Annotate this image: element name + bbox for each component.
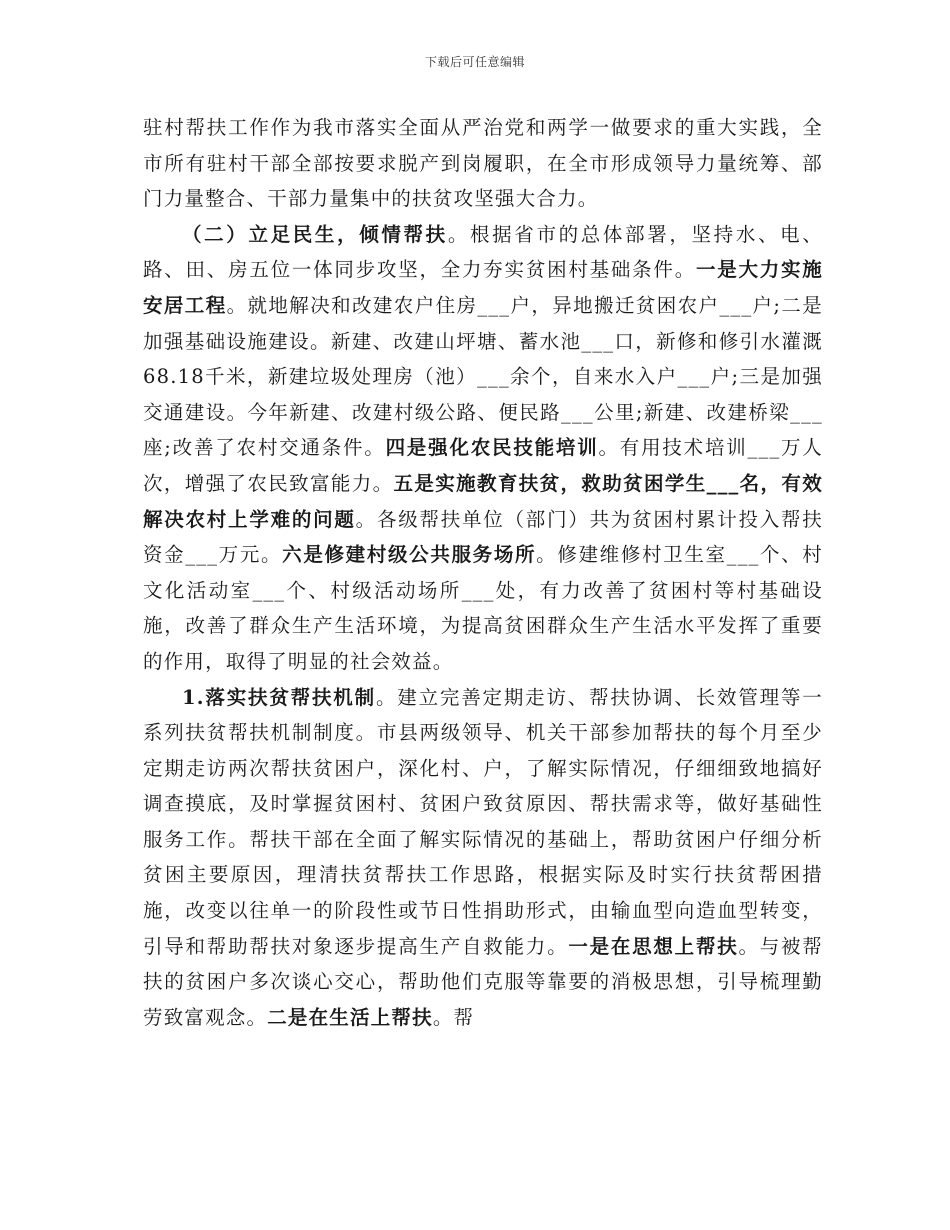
document-body: [143, 110, 823, 1035]
paragraph-2: [143, 217, 823, 680]
point-living-help: 二是在生活上帮扶: [267, 1005, 433, 1029]
subsection-heading-mechanism: 1.落实扶贫帮扶机制: [182, 685, 376, 709]
point-skills-training: 四是强化农民技能培训: [385, 436, 599, 460]
section-heading-livelihood: （二）立足民生，倾情帮扶: [182, 222, 448, 246]
paragraph-3-text-2: 。与被帮扶的贫困户多次谈心交心，帮助他们克服等靠要的消极思想，引导梳理勤劳致富观念。: [143, 934, 823, 1029]
paragraph-2-text-4: 。各级帮扶单位（部门）共为贫困村累计投入帮扶资金___万元。: [143, 507, 823, 567]
page-header: 下载后可任意编辑: [424, 55, 525, 69]
paragraph-2-text-2: 。就地解决和改建农户住房___户，异地搬迁贫困农户___户;二是加强基础设施建设。新建、改建山坪塘、蓄水池___口，新修和修引水灌溉68.18千米，新建垃圾处理房（池）___余个，自来水入户___户;三是加强交通建设。今年新建、改建村级公路、便民路___公里;新建、改建桥梁___座;改善了农村交通条件。: [143, 293, 823, 460]
paragraph-2-text-3: 。有用技术培训___万人次，增强了农民致富能力。: [143, 436, 823, 495]
paragraph-1-text: 驻村帮扶工作作为我市落实全面从严治党和两学一做要求的重大实践，全市所有驻村干部全部按要求脱产到岗履职，在全市形成领导力量统筹、部门力量整合、干部力量集中的扶贫攻坚强大合力。: [143, 116, 823, 211]
paragraph-2-text-1: 。根据省市的总体部署，坚持水、电、路、田、房五位一体同步攻坚，全力夯实贫困村基础条件。: [143, 222, 823, 282]
paragraph-3-text-1: 。建立完善定期走访、帮扶协调、长效管理等一系列扶贫帮扶机制制度。市县两级领导、机关干部参加帮扶的每个月至少定期走访两次帮扶贫困户，深化村、户，了解实际情况，仔细细致地搞好调查摸底，及时掌握贫困村、贫困户致贫原因、帮扶需求等，做好基础性服务工作。帮扶干部在全面了解实际情况的基础上，帮助贫困户仔细分析贫困主要原因，理清扶贫帮扶工作思路，根据实际及时实行扶贫帮困措施，改变以往单一的阶段性或节日性捐助形式，由输血型向造血型转变，引导和帮助帮扶对象逐步提高生产自救能力。: [143, 685, 824, 958]
point-housing-project: 一是大力实施安居工程: [143, 258, 824, 317]
paragraph-1: [143, 110, 823, 217]
point-education-aid: 五是实施教育扶贫，救助贫困学生___名，有效解决农村上学难的问题: [143, 471, 823, 531]
paragraph-2-text-5: 。修建维修村卫生室___个、村文化活动室___个、村级活动场所___处，有力改善了贫困村等村基础设施，改善了群众生产生活环境，为提高贫困群众生产生活水平发挥了重要的作用，取得了明显的社会效益。: [143, 543, 823, 673]
point-ideological-help: 一是在思想上帮扶: [568, 934, 739, 958]
paragraph-3-text-3: 。帮: [432, 1005, 475, 1029]
paragraph-3: [143, 680, 823, 1036]
point-public-service-venues: 六是修建村级公共服务场所: [282, 543, 537, 567]
